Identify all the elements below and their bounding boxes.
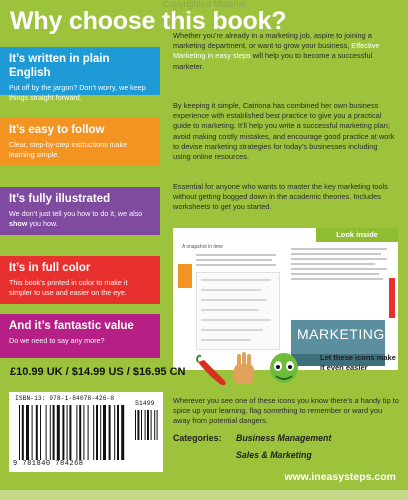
preview-right-heading: MARKETING: [297, 326, 385, 342]
preview-text-line: [291, 258, 387, 260]
book-title-highlight: Effective Marketing in easy steps: [173, 41, 380, 61]
barcode-number: 9 781840 784268: [13, 460, 84, 468]
feature-body: [9, 209, 152, 228]
feature-body: Put off by the jargon? Don’t worry, we keep things straight forward.: [9, 83, 146, 102]
alien-icon: [270, 353, 298, 383]
categories-label: Categories:: [173, 433, 222, 443]
barcode-bar: [83, 405, 84, 460]
barcode-addon-number: 51499: [135, 400, 155, 407]
feature-easy-to-follow: [0, 118, 160, 166]
barcode-bar: [32, 405, 33, 460]
feature-body-emphasis: show: [9, 218, 28, 228]
preview-text-line: [291, 278, 383, 280]
icons-caption: Let these icons make it even easier: [320, 353, 396, 372]
chili-pepper-icon: [197, 356, 225, 385]
copyright-watermark: Copyrighted Material: [162, 0, 246, 9]
preview-text-line: [201, 299, 267, 301]
barcode-addon-bar: [147, 410, 149, 440]
feature-fully-illustrated: [0, 187, 160, 235]
feature-body: Clear, step-by-step instructions make learning simple.: [9, 140, 128, 159]
barcode-bar: [121, 405, 124, 460]
preview-worksheet: [196, 272, 280, 350]
description-intro: Whether you’re already in a marketing job, aspire to joining a marketing department, or want to grow your business,: [173, 31, 372, 51]
barcode-bar: [103, 405, 106, 460]
preview-text-line: [196, 264, 276, 266]
feature-fantastic-value: [0, 314, 160, 358]
tip-icons-group: [190, 350, 310, 390]
feature-body-start: We don’t just tell you how to do it, we also: [9, 209, 143, 218]
barcode-addon-bars: [135, 410, 159, 440]
preview-text-line: [196, 259, 272, 261]
barcode-addon-bar: [135, 410, 136, 440]
barcode-addon-bar: [141, 410, 142, 440]
barcode-bar: [19, 405, 20, 460]
barcode-addon-bar: [151, 410, 152, 440]
barcode-bar: [67, 405, 68, 460]
price-label: £10.99 UK / $14.99 US / $16.95 CN: [10, 366, 186, 378]
preview-text-line: [291, 263, 375, 265]
barcode-addon-bar: [157, 410, 158, 440]
category-item: Sales & Marketing: [236, 450, 312, 460]
barcode-panel: [9, 392, 163, 472]
barcode-bar: [36, 405, 38, 460]
feature-title: It’s in full color: [9, 262, 91, 274]
preview-text-line: [201, 339, 251, 341]
barcode-bar: [50, 405, 51, 460]
feature-body: This book’s printed in color to make it simpler to use and easier on the eye.: [9, 278, 128, 297]
icons-description: Wherever you see one of these icons you know there’s a handy tip to spice up your learning, flag something to remember or ward you away from potential dangers.: [173, 396, 399, 425]
description-paragraph-3: Essential for anyone who wants to master the key marketing tools without getting bogged down in the academic theories. Includes worksheets to get you started.: [173, 182, 388, 212]
feature-full-color: [0, 256, 160, 304]
preview-left-heading: A snapshot in time: [182, 244, 223, 250]
barcode-bar: [26, 405, 29, 460]
feature-body-end: you how.: [27, 218, 58, 228]
description-paragraph-2: By keeping it simple, Catriona has combined her own business experience with established best practice to give you a practical guide to marketing. It’ll help you write a successful marketing plan; avoid making costly mistakes, and encourage good practice at work to devise marketing strategies for today’s businesses including using online resources.: [173, 101, 395, 162]
preview-text-line: [291, 273, 379, 275]
feature-title: It’s written in plain English: [9, 53, 110, 79]
barcode-bar: [22, 405, 24, 460]
bottom-band: [0, 490, 408, 500]
description-paragraph-1: [173, 31, 395, 72]
look-inside-preview: [173, 228, 398, 370]
barcode-bar: [76, 405, 77, 460]
barcode-bar: [40, 405, 41, 460]
barcode-bar: [46, 405, 47, 460]
feature-title: It’s easy to follow: [9, 124, 105, 136]
preview-orange-block: [178, 264, 192, 288]
page-title: Why choose this book?: [10, 7, 287, 35]
look-inside-tab: Look inside: [316, 228, 398, 242]
barcode-bar: [93, 405, 94, 460]
barcode-addon-bar: [154, 410, 155, 440]
preview-text-line: [291, 268, 387, 270]
barcode-addon-bar: [137, 410, 139, 440]
barcode-bar: [88, 405, 89, 460]
preview-text-line: [201, 309, 259, 311]
preview-text-line: [201, 329, 263, 331]
feature-plain-english: [0, 47, 160, 102]
feature-title: And it’s fantastic value: [9, 320, 134, 332]
barcode-bar: [96, 405, 98, 460]
feature-title: It’s fully illustrated: [9, 193, 111, 205]
feature-body: Do we need to say any more?: [9, 336, 105, 345]
barcode-bar: [100, 405, 101, 460]
hand-icon: [234, 352, 254, 384]
preview-text-line: [201, 319, 271, 321]
barcode-bar: [62, 405, 64, 460]
category-item: Business Management: [236, 433, 332, 443]
barcode-bars: [19, 405, 131, 460]
barcode-bar: [114, 405, 115, 460]
barcode-bar: [79, 405, 81, 460]
preview-text-line: [291, 248, 387, 250]
barcode-bar: [117, 405, 119, 460]
preview-text-line: [291, 253, 381, 255]
preview-red-tab: [389, 278, 395, 318]
website-url[interactable]: www.ineasysteps.com: [284, 471, 396, 483]
preview-text-line: [201, 289, 261, 291]
preview-text-line: [201, 279, 271, 281]
isbn-label: ISBN-13: 978-1-84078-426-8: [15, 395, 115, 402]
preview-text-line: [196, 254, 276, 256]
barcode-addon-bar: [145, 410, 146, 440]
barcode-bar: [57, 405, 60, 460]
description-outro: will help you to become a successful marketer.: [173, 51, 373, 71]
barcode-bar: [69, 405, 71, 460]
barcode-bar: [53, 405, 55, 460]
barcode-bar: [109, 405, 111, 460]
